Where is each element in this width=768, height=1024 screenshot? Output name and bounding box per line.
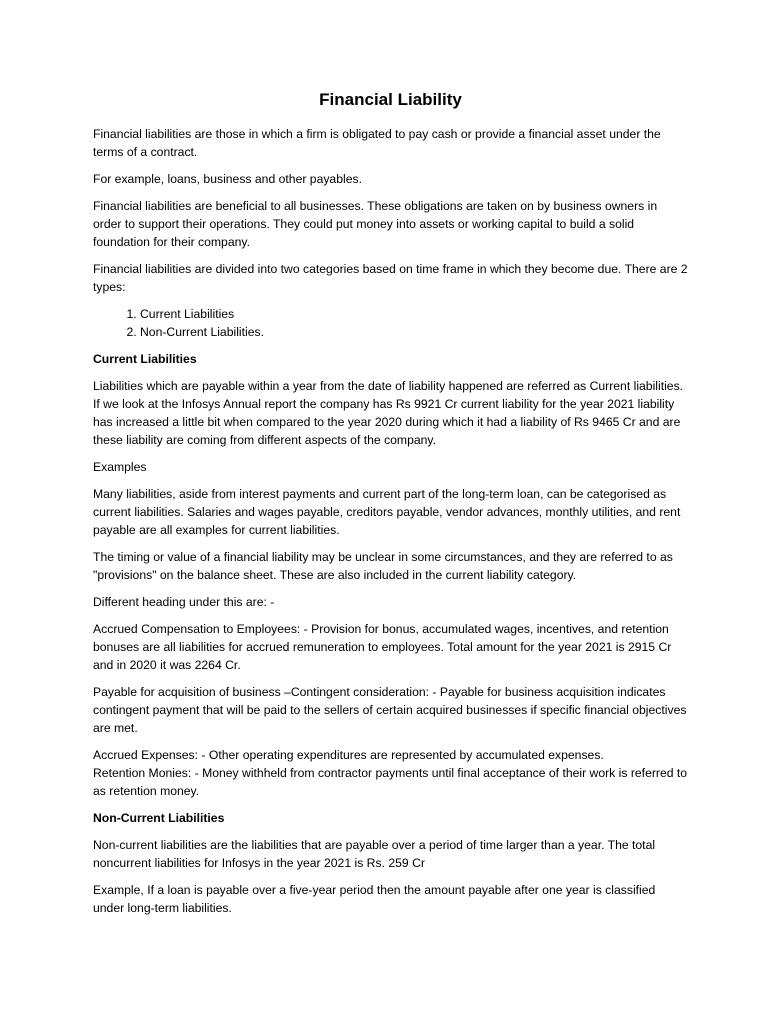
paragraph-current-definition: Liabilities which are payable within a year from the date of liability happened are referred as Current liabilities. If we look at the Infosys Annual report the company has Rs 9921 Cr current liability for the year 2021 liability has increased a little bit when compared to the year 2020 during which it had a liability of Rs 9465 Cr and are these liability are coming from different aspects of the company. [93, 379, 684, 447]
heading-current-liabilities: Current Liabilities [93, 352, 197, 366]
paragraph-categories: Financial liabilities are divided into two categories based on time frame in which they become due. There are 2 types: [93, 262, 688, 294]
paragraph-definition: Financial liabilities are those in which a firm is obligated to pay cash or provide a financial asset under the terms of a contract. [93, 127, 661, 159]
paragraph-example: For example, loans, business and other payables. [93, 172, 362, 186]
retention-monies-text: Retention Monies: - Money withheld from contractor payments until final acceptance of their work is referred to as retention money. [93, 766, 688, 798]
paragraph-current-examples: Many liabilities, aside from interest payments and current part of the long-term loan, can be categorised as current liabilities. Salaries and wages payable, creditors payable, vendor advances, monthly utilities, and rent payable are all examples for current liabilities. [93, 487, 681, 537]
paragraph-benefits: Financial liabilities are beneficial to all businesses. These obligations are taken on by business owners in order to support their operations. They could put money into assets or working capital to build a solid foundation for their company. [93, 199, 658, 249]
list-item: 2. Non-Current Liabilities. [140, 323, 688, 341]
paragraph-accrued-compensation: Accrued Compensation to Employees: - Provision for bonus, accumulated wages, incentives, and retention bonuses are all liabilities for accrued remuneration to employees. Total amount for the year 2021 is 2915 Cr and in 2020 it was 2264 Cr. [93, 622, 672, 672]
document-title: Financial Liability [319, 90, 462, 109]
subheading-examples: Examples [93, 460, 147, 474]
paragraph-acquisition-payable: Payable for acquisition of business –Contingent consideration: - Payable for business acquisition indicates contingent payment that will be paid to the sellers of certain acquired businesses if specific financial objectives are met. [93, 685, 687, 735]
accrued-expenses-text: Accrued Expenses: - Other operating expenditures are represented by accumulated expenses. [93, 748, 604, 762]
paragraph-noncurrent-definition: Non-current liabilities are the liabilities that are payable over a period of time larger than a year. The total noncurrent liabilities for Infosys in the year 2021 is Rs. 259 Cr [93, 838, 656, 870]
paragraph-provisions: The timing or value of a financial liability may be unclear in some circumstances, and they are referred to as "provisions" on the balance sheet. These are also included in the current liability category. [93, 550, 673, 582]
heading-noncurrent-liabilities: Non-Current Liabilities [93, 811, 225, 825]
list-item: 1. Current Liabilities [140, 305, 688, 323]
paragraph-noncurrent-example: Example, If a loan is payable over a five-year period then the amount payable after one year is classified under long-term liabilities. [93, 883, 656, 915]
types-list [93, 305, 688, 341]
paragraph-headings-intro: Different heading under this are: - [93, 595, 275, 609]
paragraph-accrued-expenses [93, 746, 688, 800]
